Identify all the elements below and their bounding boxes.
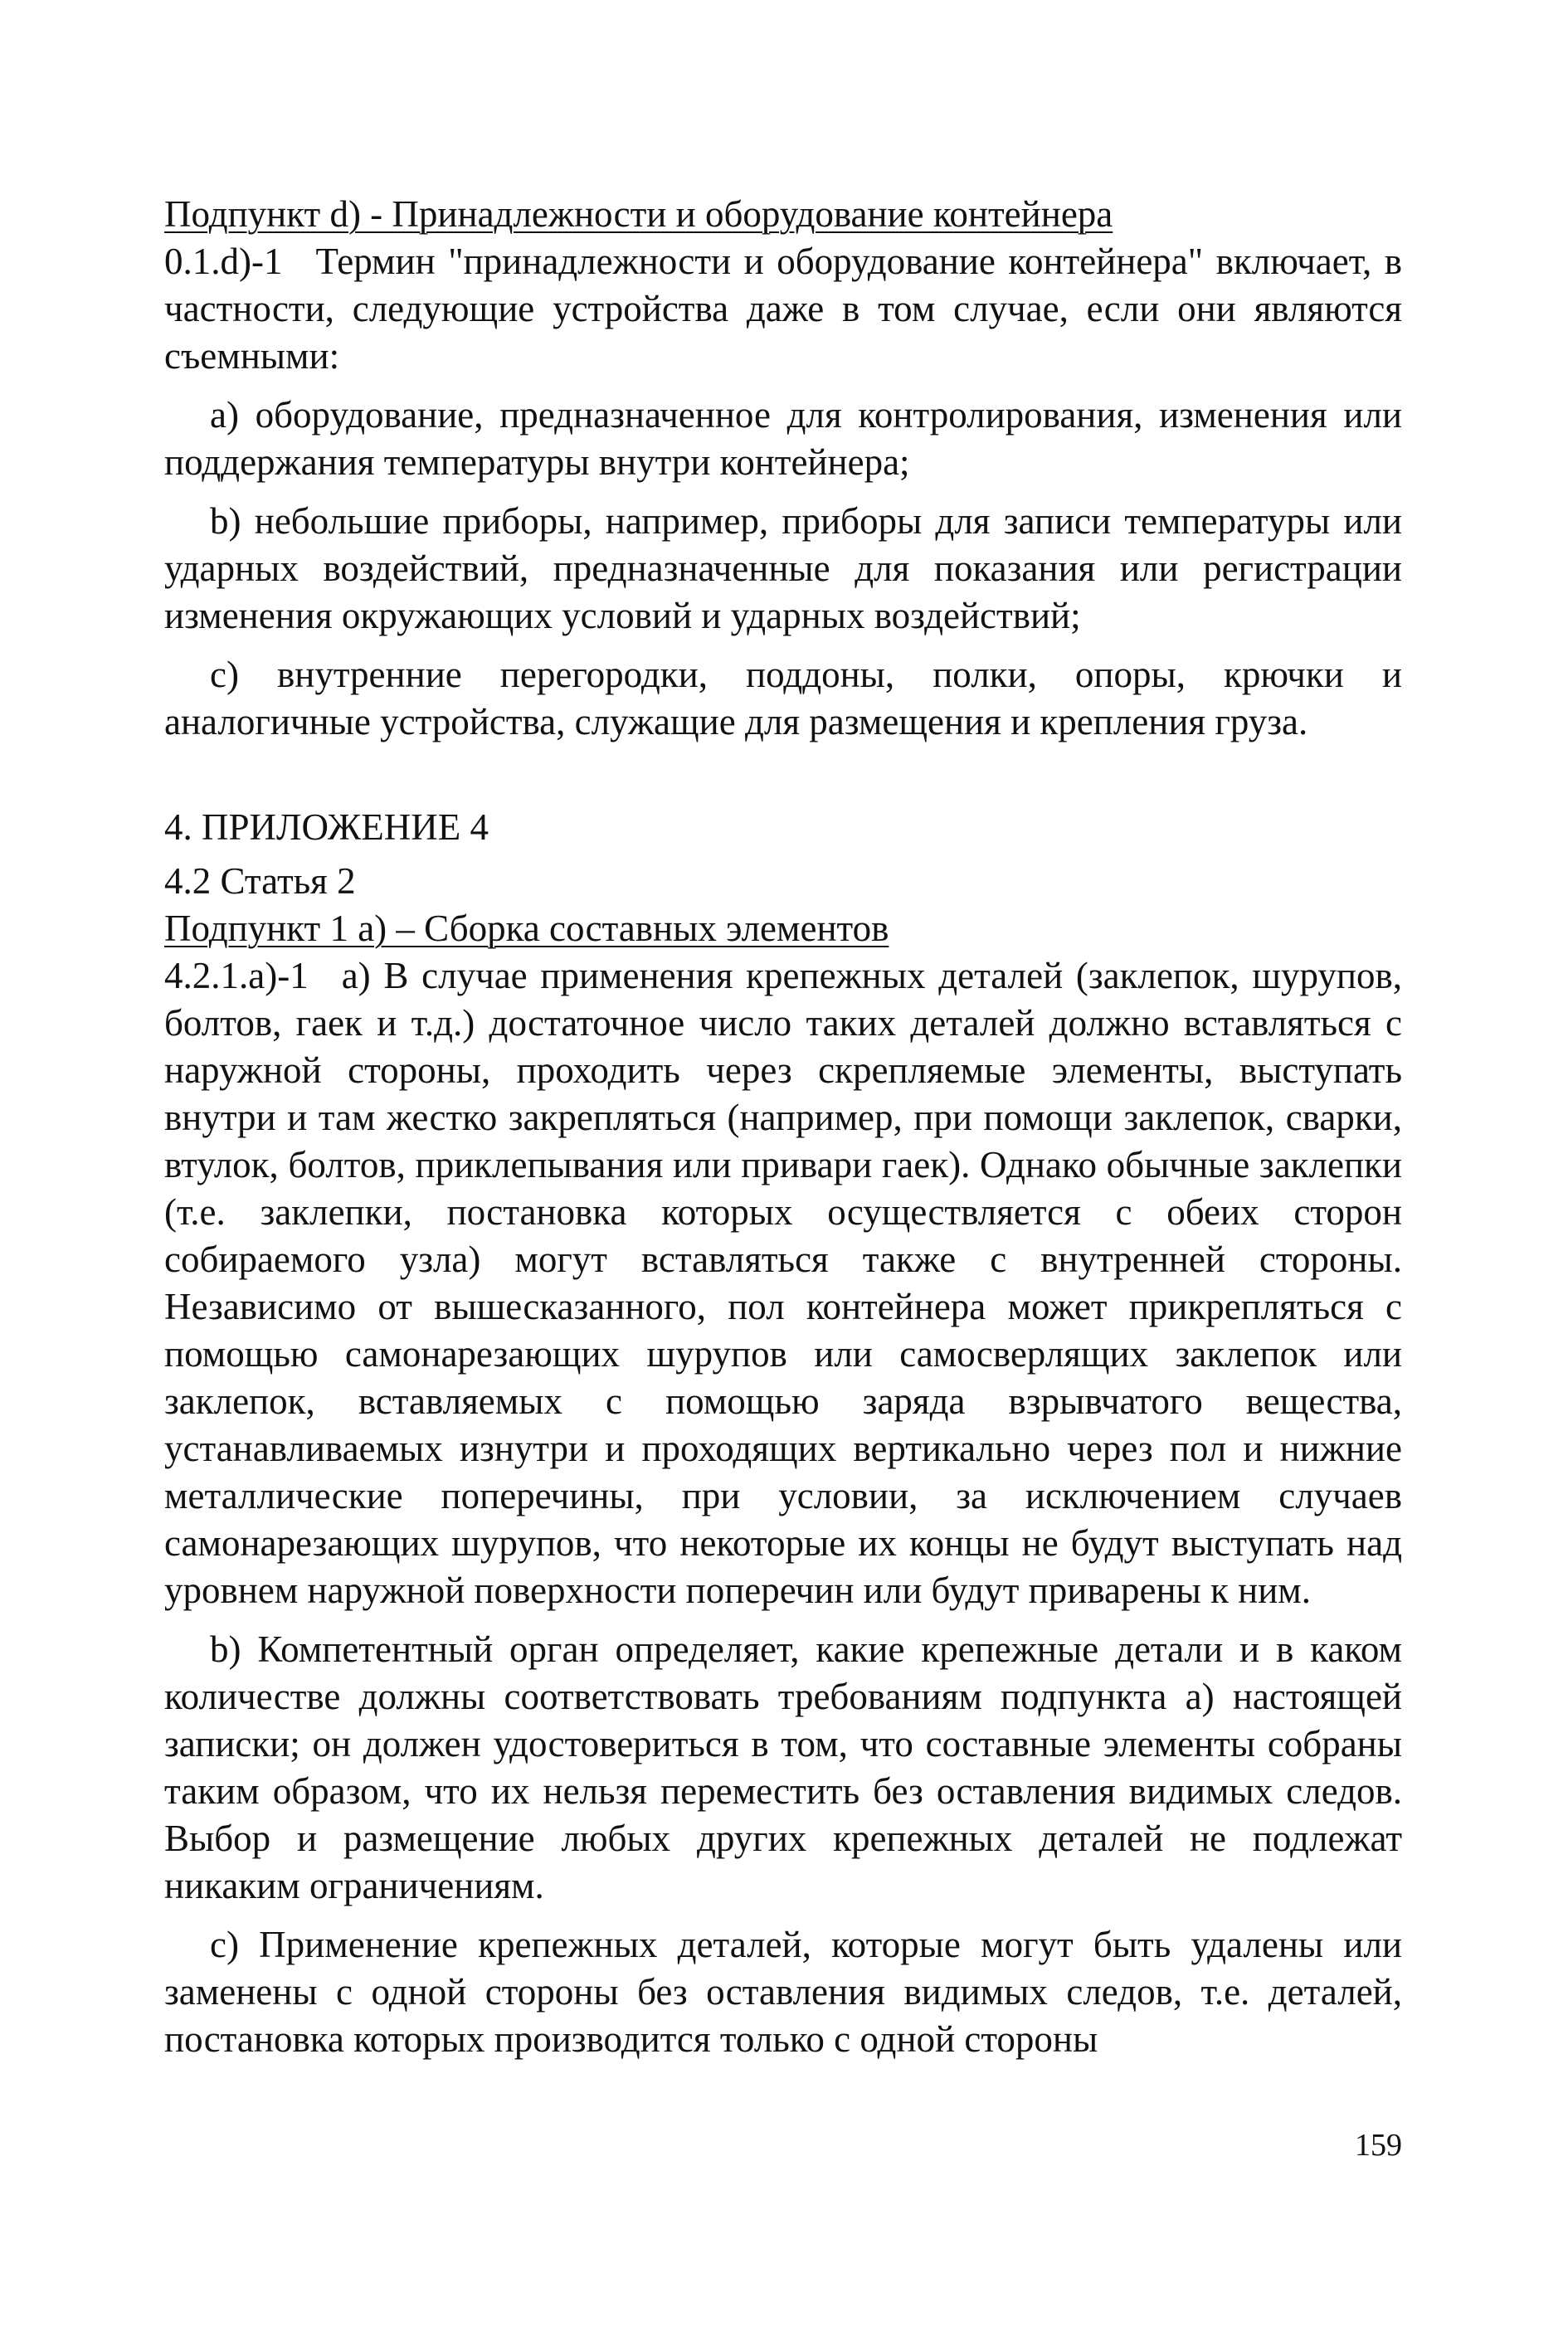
- term-reference: 0.1.d)-1: [164, 241, 283, 282]
- subheading-accessories: Подпункт d) - Принадлежности и оборудование контейнера: [164, 193, 1113, 235]
- list-item-a: а) оборудование, предназначенное для контролирования, изменения или поддержания температуры внутри контейнера;: [164, 394, 1402, 483]
- list-item-b: b) небольшие приборы, например, приборы для записи температуры или ударных воздействий, предназначенные для показания или регистрации изменения окружающих условий и ударных воздействий;: [164, 500, 1402, 636]
- subheading-assembly: Подпункт 1 а) – Сборка составных элементов: [164, 908, 889, 949]
- list-item-c: c) внутренние перегородки, поддоны, полки, опоры, крючки и аналогичные устройства, служащие для размещения и крепления груза.: [164, 654, 1402, 742]
- definition-paragraph: [164, 238, 1402, 380]
- assembly-paragraph-a: [164, 952, 1402, 1614]
- document-page: [164, 191, 1402, 2063]
- page-number: 159: [1355, 2128, 1402, 2163]
- term-reference: 4.2.1.а)-1: [164, 955, 309, 996]
- definition-text: Термин "принадлежности и оборудование контейнера" включает, в частности, следующие устройства даже в том случае, если они являются съемными:: [164, 241, 1402, 377]
- article-title: 4.2 Статья 2: [164, 860, 356, 902]
- assembly-paragraph-b: b) Компетентный орган определяет, какие крепежные детали и в каком количестве должны соответствовать требованиям подпункта а) настоящей записки; он должен удостовериться в том, что составные элементы собраны таким образом, что их нельзя переместить без оставления видимых следов. Выбор и размещение любых других крепежных деталей не подлежат никаким ограничениям.: [164, 1628, 1402, 1906]
- annex-title: 4. ПРИЛОЖЕНИЕ 4: [164, 806, 489, 848]
- paragraph-a-text: а) В случае применения крепежных деталей (заклепок, шурупов, болтов, гаек и т.д.) достаточное число таких деталей должно вставляться с наружной стороны, проходить через скрепляемые элементы, выступать внутри и там жестко закрепляться (например, при помощи заклепок, сварки, втулок, болтов, приклепывания или привари гаек). Однако обычные заклепки (т.е. заклепки, постановка которых осуществляется с обеих сторон собираемого узла) могут вставляться также с внутренней стороны. Независимо от вышесказанного, пол контейнера может прикрепляться с помощью самонарезающих шурупов или самосверлящих заклепок или заклепок, вставляемых с помощью заряда взрывчатого вещества, устанавливаемых изнутри и проходящих вертикально через пол и нижние металлические поперечины, при условии, за исключением случаев самонарезающих шурупов, что некоторые их концы не будут выступать над уровнем наружной поверхности поперечин или будут приварены к ним.: [164, 955, 1402, 1611]
- assembly-paragraph-c: c) Применение крепежных деталей, которые могут быть удалены или заменены с одной стороны без оставления видимых следов, т.е. деталей, постановка которых производится только с одной стороны: [164, 1924, 1402, 2060]
